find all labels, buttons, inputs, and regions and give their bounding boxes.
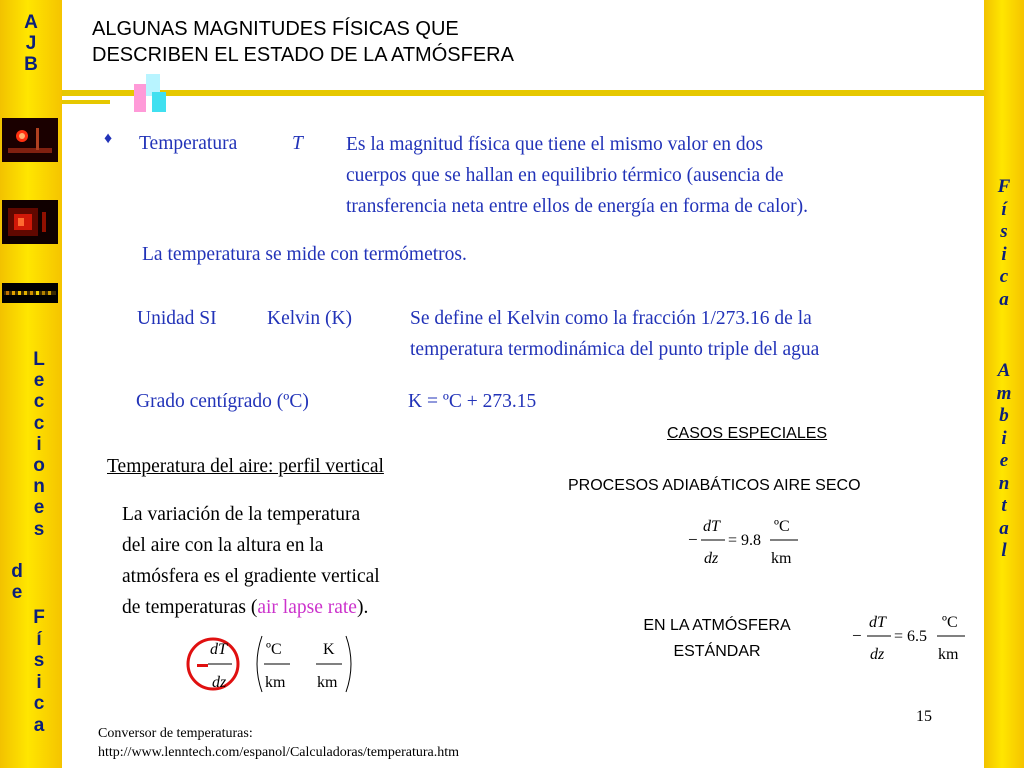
lapse-value: 9.8 [741, 532, 761, 549]
label-line: ESTÁNDAR [673, 643, 761, 660]
standard-atmosphere-label [602, 613, 832, 665]
vertical-letter: d [11, 561, 23, 582]
temperature-label: Temperatura [139, 133, 238, 154]
vertical-letter: e [999, 450, 1009, 471]
vertical-profile-heading: Temperatura del aire: perfil vertical [107, 456, 384, 477]
vertical-letter: n [998, 472, 1010, 494]
vertical-letter: b [999, 405, 1009, 426]
title-line-2: DESCRIBEN EL ESTADO DE LA ATMÓSFERA [92, 44, 514, 66]
title-decoration [62, 70, 984, 112]
vertical-letter: A [997, 360, 1011, 381]
definition-line: Es la magnitud física que tiene el mismo valor en dos [346, 134, 763, 155]
denominator-dz: dz [704, 550, 719, 567]
vertical-letter: i [1001, 427, 1007, 449]
denominator-dz: dz [212, 674, 227, 691]
emission-line-image [2, 283, 58, 303]
text-line: del aire con la altura en la [122, 535, 324, 556]
definition-line: cuerpos que se hallan en equilibrio térmico (ausencia de [346, 165, 784, 186]
footer-converter [98, 724, 459, 762]
minus-sign: − [194, 672, 195, 673]
vertical-letter: i [1001, 243, 1007, 265]
text-line: La variación de la temperatura [122, 504, 361, 525]
deco-cyan-block [152, 92, 166, 112]
minus-sign: − [852, 626, 862, 645]
vertical-letter: c [33, 693, 45, 714]
vertical-letter: e [33, 370, 45, 392]
thermometer-note: La temperatura se mide con termómetros. [142, 244, 467, 265]
converter-link[interactable]: http://www.lenntech.com/espanol/Calculadoras/temperatura.htm [98, 745, 460, 760]
deco-long-bar [62, 90, 984, 96]
vertical-letter: i [36, 671, 42, 693]
right-sidebar [984, 0, 1024, 768]
open-parenthesis [257, 636, 262, 692]
lapse-value: 6.5 [907, 628, 927, 645]
unit-denominator: km [938, 646, 959, 663]
vertical-text-ambiental [984, 360, 1024, 563]
vertical-letter: a [999, 288, 1009, 310]
vertical-text-lecciones [24, 349, 54, 540]
vertical-letter: c [33, 391, 45, 413]
unit1-numerator: ºC [266, 641, 282, 658]
vertical-letter: s [33, 518, 45, 540]
vertical-letter: s [33, 650, 45, 671]
left-sidebar [0, 0, 62, 768]
si-unit-kelvin: Kelvin (K) [267, 308, 353, 329]
temperature-symbol: T [292, 133, 303, 154]
vertical-letter: F [33, 607, 45, 628]
vertical-letter: n [33, 476, 45, 498]
vertical-letter: i [36, 433, 42, 455]
vertical-letter: e [11, 582, 23, 603]
vertical-letter: t [1001, 495, 1007, 516]
vertical-letter: s [1000, 221, 1008, 242]
unit-numerator: ºC [774, 518, 790, 535]
definition-line: temperatura termodinámica del punto triple del agua [410, 339, 820, 360]
si-unit-label: Unidad SI [137, 308, 217, 329]
initial-letter: J [25, 33, 37, 54]
title-line-1: ALGUNAS MAGNITUDES FÍSICAS QUE [92, 18, 459, 40]
thumbnail-image-3 [2, 283, 58, 303]
vertical-letter: í [36, 628, 42, 650]
vertical-letter: l [1001, 540, 1007, 561]
vertical-letter: m [996, 382, 1012, 404]
flame-lab-image [2, 118, 58, 162]
spectrum-lab-image [2, 200, 58, 244]
unit1-denominator: km [265, 674, 286, 691]
lapse-rate-formula [186, 628, 366, 698]
dry-adiabatic-label: PROCESOS ADIABÁTICOS AIRE SECO [568, 477, 861, 494]
celsius-label: Grado centígrado (ºC) [136, 391, 309, 412]
vertical-letter: c [999, 266, 1009, 287]
label-line: EN LA ATMÓSFERA [643, 617, 791, 634]
definition-line: transferencia neta entre ellos de energía en forma de calor). [346, 196, 808, 217]
unit2-denominator: km [317, 674, 338, 691]
numerator-dt: dT [703, 518, 720, 535]
text-line [122, 592, 380, 623]
standard-atmosphere-formula [850, 608, 974, 666]
special-cases-heading: CASOS ESPECIALES [667, 425, 828, 442]
bullet-icon: ♦ [104, 130, 113, 147]
vertical-letter: o [33, 455, 45, 477]
vertical-text-fisica [24, 607, 54, 736]
dry-adiabatic-formula [686, 512, 806, 570]
vertical-letter: L [33, 349, 45, 370]
vertical-letter: F [997, 176, 1011, 197]
numerator-dt: dT [210, 641, 227, 658]
vertical-profile-text [122, 499, 380, 623]
text-fragment: ). [356, 597, 369, 618]
kelvin-celsius-relation: K = ºC + 273.15 [408, 391, 537, 412]
vertical-letter: í [1001, 198, 1007, 220]
thumbnail-image-1 [2, 118, 58, 162]
text-line: atmósfera es el gradiente vertical [122, 566, 380, 587]
converter-label: Conversor de temperaturas: [98, 726, 253, 741]
minus-sign: − [688, 530, 698, 549]
temperature-definition [346, 129, 808, 222]
page-title [92, 16, 692, 68]
deco-short-bar [62, 100, 110, 104]
initial-letter: A [24, 12, 38, 33]
unit-numerator: ºC [942, 614, 958, 631]
author-initials [0, 12, 62, 75]
kelvin-definition [410, 303, 819, 365]
vertical-letter: a [999, 517, 1009, 539]
page-number: 15 [916, 708, 932, 725]
text-fragment: de temperaturas ( [122, 597, 258, 618]
equals-sign: = [728, 532, 738, 549]
close-parenthesis [346, 636, 351, 692]
definition-line: Se define el Kelvin como la fracción 1/273.16 de la [410, 308, 812, 329]
vertical-letter: a [33, 714, 45, 736]
unit2-numerator: K [323, 641, 335, 658]
deco-pink-block [134, 84, 146, 112]
vertical-letter: c [33, 412, 45, 434]
vertical-text-de [6, 561, 28, 603]
vertical-letter: e [33, 497, 45, 519]
equals-sign: = [894, 628, 904, 645]
initial-letter: B [24, 54, 38, 75]
numerator-dt: dT [869, 614, 886, 631]
vertical-text-fisica-right [984, 176, 1024, 311]
unit-denominator: km [771, 550, 792, 567]
denominator-dz: dz [870, 646, 885, 663]
thumbnail-image-2 [2, 200, 58, 244]
air-lapse-rate-highlight: air lapse rate [257, 597, 357, 618]
red-minus-sign [197, 664, 208, 667]
